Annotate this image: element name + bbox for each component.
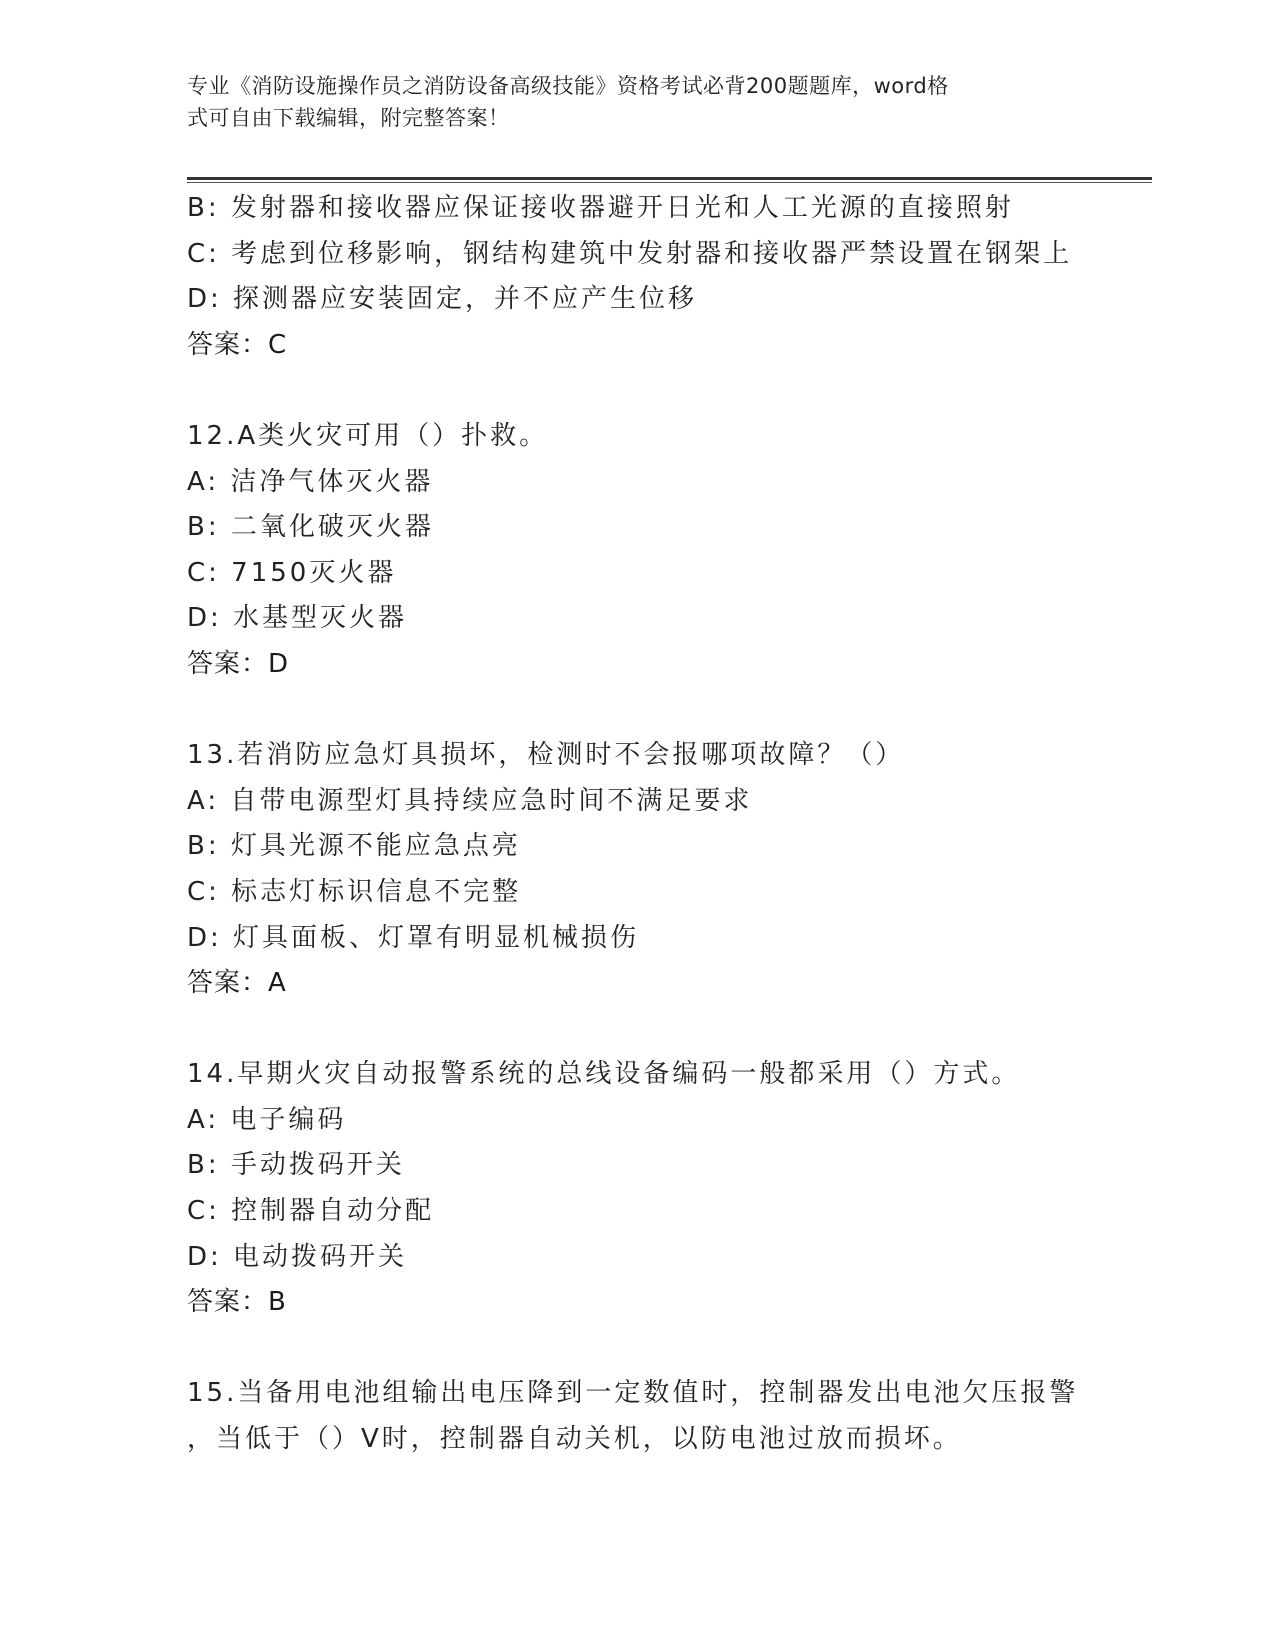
question-15	[187, 1371, 1152, 1462]
option-d: D: 探测器应安装固定，并不应产生位移	[187, 284, 698, 315]
option-d: D: 水基型灭火器	[187, 603, 408, 634]
option-c: C: 7150灭火器	[187, 557, 397, 588]
document-header	[187, 70, 1067, 134]
question-stem: 13.若消防应急灯具损坏，检测时不会报哪项故障？（）	[187, 740, 905, 771]
option-c: C: 标志灯标识信息不完整	[187, 876, 522, 907]
answer: 答案：D	[187, 648, 290, 679]
option-b: B: 灯具光源不能应急点亮	[187, 831, 521, 862]
question-14	[187, 1052, 1152, 1326]
header-divider-thick	[187, 177, 1152, 180]
option-b: B: 手动拨码开关	[187, 1150, 405, 1181]
option-b: B: 发射器和接收器应保证接收器避开日光和人工光源的直接照射	[187, 193, 1014, 223]
question-11-continued	[187, 186, 1152, 368]
option-a: A: 洁净气体灭火器	[187, 466, 434, 497]
question-stem: 12.A类火灾可用（）扑救。	[187, 420, 549, 451]
option-c: C: 考虑到位移影响，钢结构建筑中发射器和接收器严禁设置在钢架上	[187, 238, 1073, 269]
answer: 答案：C	[187, 329, 288, 360]
option-c: C: 控制器自动分配	[187, 1196, 435, 1227]
answer: 答案：B	[187, 1287, 287, 1318]
header-line-1: 专业《消防设施操作员之消防设备高级技能》资格考试必背200题题库，word格	[187, 74, 949, 98]
question-13	[187, 733, 1152, 1007]
option-b: B: 二氧化破灭火器	[187, 512, 434, 543]
question-stem: 14.早期火灾自动报警系统的总线设备编码一般都采用（）方式。	[187, 1059, 1021, 1090]
answer: 答案：A	[187, 968, 287, 999]
option-d: D: 电动拨码开关	[187, 1241, 408, 1272]
header-divider-thin	[187, 182, 1152, 183]
option-a: A: 电子编码	[187, 1104, 347, 1135]
question-12	[187, 414, 1152, 688]
header-line-2: 式可自由下载编辑，附完整答案！	[187, 106, 510, 130]
question-stem-line-1: 15.当备用电池组输出电压降到一定数值时，控制器发出电池欠压报警	[187, 1378, 1079, 1409]
option-a: A: 自带电源型灯具持续应急时间不满足要求	[187, 785, 753, 816]
option-d: D: 灯具面板、灯罩有明显机械损伤	[187, 922, 640, 953]
question-stem-line-2: ，当低于（）V时，控制器自动关机，以防电池过放而损坏。	[187, 1424, 962, 1455]
question-list	[187, 186, 1152, 1463]
